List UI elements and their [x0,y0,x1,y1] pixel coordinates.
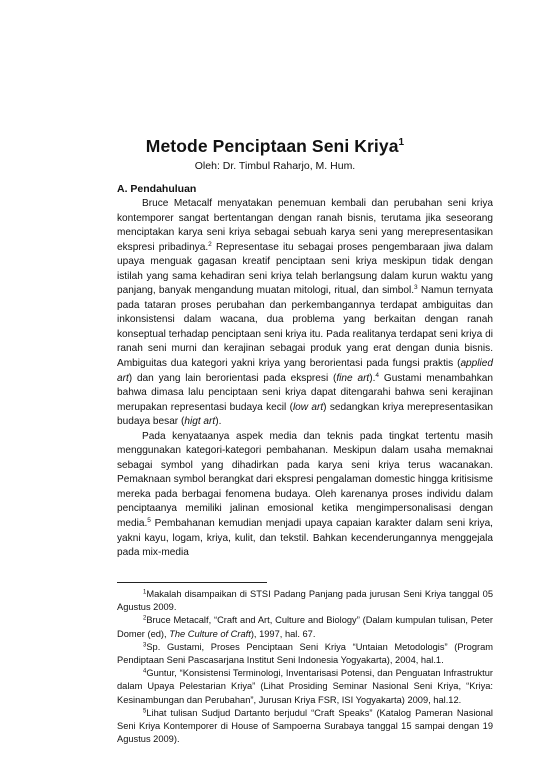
text-run: ). [369,372,376,384]
footnote-item [117,667,493,707]
text-run: Lihat tulisan Sudjud Dartanto berjudul “Craft Speaks” (Katalog Pameran Nasional Seni Kriya Kontemporer di House of Sampoerna Surabaya tanggal 15 sampai dengan 19 Agustus 2009). [117,707,493,745]
footnote-marker: 3 [143,642,147,649]
footnote-reference[interactable]: 3 [414,284,418,292]
footnote-item [117,707,493,747]
body-paragraph [117,430,493,561]
text-run: Gustami menambahkan bahwa dimasa lalu penciptaan seni kriya dapat ditengarahi bahwa seni kerajinan merupakan representasi budaya kecil ( [117,372,494,413]
italic-term: The Culture of Craft [169,628,251,639]
footnote-marker: 4 [143,668,147,675]
text-run: ) dan yang lain berorientasi pada ekspresi ( [128,372,337,384]
footnotes [117,588,493,746]
text-run: ). [215,416,222,428]
text-run: Namun ternyata pada tataran proses perubahan dan perkembangannya terdapat ambiguitas dan inkonsistensi dalam wacana, dua problema yang berkaitan dengan ranah konseptual terhadap penciptaan seni kriya itu. Pada realitanya terdapat seni kriya di ranah seni murni dan kerajinan sebagai produk yang erat dengan dunia bisnis. Ambiguitas dua kategori yakni kriya yang berorientasi pada fungsi praktis ( [117,285,493,370]
footnote-reference[interactable]: 5 [147,517,151,525]
footnote-marker: 1 [143,589,147,596]
footnote-item [117,641,493,667]
italic-term: applied art [117,358,493,384]
title-text: Metode Penciptaan Seni Kriya [145,136,399,156]
text-run: Representase itu sebagai proses pengembaraan jiwa dalam upaya menguak gagasan kreatif penciptaan seni kriya meskipun tidak dengan istilah yang sama kehadiran seni kriya telah berlangsung dalam kurun waktu yang panjang, banyak mengandung muatan mitologi, ritual, dan simbol. [117,241,493,297]
text-run: Pada kenyataanya aspek media dan teknis pada tingkat tertentu masih menggunakan kategori-kategori pembahanan. Meskipun dalam usaha memaknai sebagai symbol yang dihadirkan pada karya seni kriya terus wacanakan. Pemaknaan symbol berangkat dari ekspresi pengalaman domestic hingga kritisisme mereka pada berbagai fenomena budaya. Oleh karenanya proses individu dalam penciptaanya memiliki jalinan emosional ketika mengimpersonalisasi dengan media. [117,430,493,530]
text-run: Bruce Metacalf, “Craft and Art, Culture and Biology” (Dalam kumpulan tulisan, Peter Domer (ed), [117,615,493,639]
footnote-marker: 5 [143,708,147,715]
footnote-reference[interactable]: 4 [375,371,380,379]
italic-term: fine art [336,372,370,384]
body-paragraph [117,197,493,430]
title-footnote-marker[interactable]: 1 [398,137,405,148]
text-run: Guntur, “Konsistensi Terminologi, Inventarisasi Potensi, dan Penguatan Infrastruktur dalam Upaya Pelestarian Kriya” (Lihat Prosiding Seminar Nasional Seni Kriya, “Kriya: Kesinambungan dan Perubahan”, Jurusan Kriya FSR, ISI Yogyakarta) 2009, hal.12. [117,668,493,705]
footnote-item [117,614,493,640]
italic-term: low art [292,401,324,413]
italic-term: higt art [184,416,216,428]
footnote-marker: 2 [143,615,147,622]
text-run: ), 1997, hal. 67. [250,628,316,639]
text-run: ) sedangkan kriya merepresentasikan budaya besar ( [117,401,493,428]
text-run: Sp. Gustami, Proses Penciptaan Seni Kriya “Untaian Metodologis” (Program Pendiptaan Seni Pascasarjana Institut Seni Indonesia Yogyakarta), 2004, hal.1. [117,641,493,666]
body-text [117,197,493,561]
text-run: Bruce Metacalf menyatakan penemuan kembali dan perubahan seni kriya kontemporer sangat bertentangan dengan ranah bisnis, terutama jika seseorang menciptakan karya seni kriya sebagai sebuah karya seni yang merepresentasikan ekspresi pribadinya. [117,198,493,253]
text-run: Makalah disampaikan di STSI Padang Panjang pada jurusan Seni Kriya tanggal 05 Agustus 2009. [117,589,493,613]
section-heading: A. Pendahuluan [117,183,197,195]
document-title [0,136,550,157]
text-run: Pembahanan kemudian menjadi upaya capaian karakter dalam seni kriya, yakni kayu, logam, kriya, kulit, dan tekstil. Bahkan kecenderungannya menggejala pada mix-media [117,518,493,559]
footnote-reference[interactable]: 2 [208,240,212,248]
footnote-separator [117,582,267,583]
author-line: Oleh: Dr. Timbul Raharjo, M. Hum. [194,160,356,172]
footnote-item [117,588,493,614]
